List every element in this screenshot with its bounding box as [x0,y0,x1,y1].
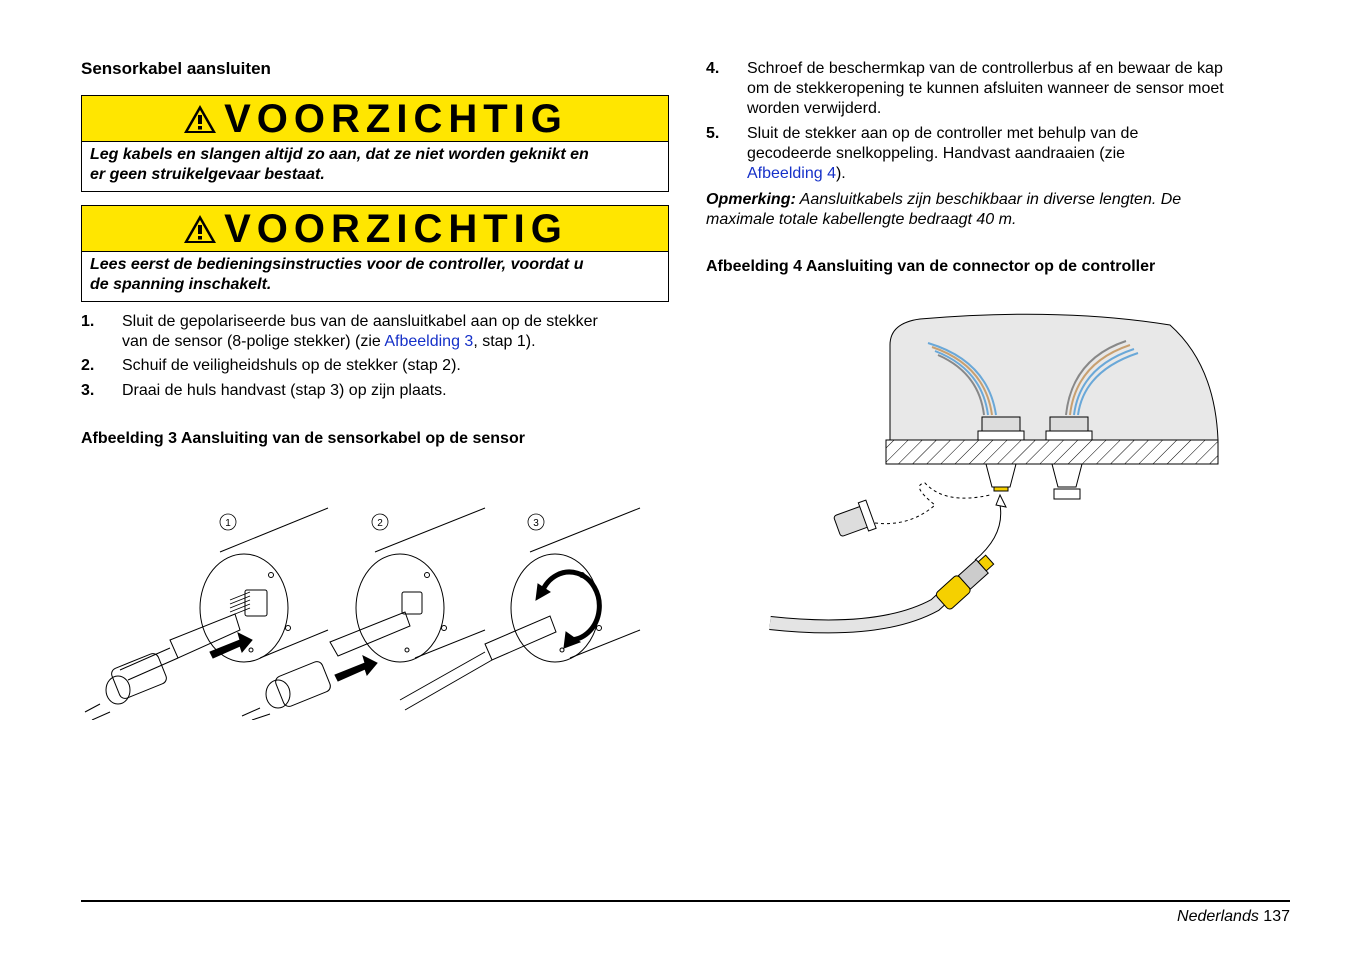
step-text: worden verwijderd. [747,100,882,117]
caution-box-1 [81,95,669,192]
note-text: Aansluitkabels zijn beschikbaar in diverse lengten. De [795,191,1182,208]
footer-rule [81,900,1290,902]
note-label: Opmerking: [706,191,796,208]
caution-text-line: de spanning inschakelt. [90,276,272,293]
caution-text [82,252,668,301]
callout-1 [220,514,236,530]
protective-cap [832,500,876,541]
sensor-body-2 [242,508,485,720]
figure-4-illustration [760,305,1230,645]
yellow-connector [935,551,997,610]
step-text: Schuif de veiligheidshuls op de stekker (stap 2). [122,357,461,374]
caution-text [82,142,668,191]
step-text-part: , stap 1). [473,333,536,350]
figure-4-caption: Afbeelding 4 Aansluiting van de connector op de controller [706,258,1156,275]
step-text: gecodeerde snelkoppeling. Handvast aandraaien (zie [747,145,1126,162]
step-number: 3. [81,382,95,399]
caution-title: VOORZICHTIG [224,96,568,141]
step-number: 1. [81,313,95,330]
page-number: 137 [1263,908,1290,925]
note-text: maximale totale kabellengte bedraagt 40 m. [706,211,1017,228]
figure-4-link[interactable]: Afbeelding 4 [747,165,836,182]
caution-title: VOORZICHTIG [224,206,568,251]
figure-3-illustration [80,480,680,720]
step-text: Draai de huls handvast (stap 3) op zijn plaats. [122,382,447,399]
step-text-part: van de sensor (8-polige stekker) (zie [122,333,385,350]
section-heading: Sensorkabel aansluiten [81,59,271,78]
step-text: Schroef de beschermkap van de controllerbus af en bewaar de kap [747,60,1223,77]
figure-3-caption: Afbeelding 3 Aansluiting van de sensorkabel op de sensor [81,430,525,447]
step-1 [81,312,671,352]
caution-text-line: er geen struikelgevaar bestaat. [90,166,325,183]
caution-box-2 [81,205,669,302]
callout-number: 2 [377,518,383,529]
step-5 [706,124,1296,184]
step-text: om de stekkeropening te kunnen afsluiten wanneer de sensor moet [747,80,1224,97]
callout-number: 1 [225,518,231,529]
step-text: Sluit de gepolariseerde bus van de aansluitkabel aan op de stekker [122,313,598,330]
step-text: Sluit de stekker aan op de controller met behulp van de [747,125,1139,142]
page-footer [1177,908,1290,926]
callout-number: 3 [533,518,539,529]
warning-triangle-icon [182,213,218,245]
figure-3-link[interactable]: Afbeelding 3 [384,333,474,350]
caution-header [82,206,668,252]
sensor-body-1 [85,508,328,720]
step-4 [706,59,1296,119]
callout-3 [528,514,544,530]
caution-header [82,96,668,142]
controller-wall [886,440,1218,464]
callout-2 [372,514,388,530]
footer-language: Nederlands [1177,908,1259,925]
note [706,190,1181,230]
step-text [747,164,1138,184]
step-number: 4. [706,60,720,77]
sensor-body-3 [400,508,640,710]
step-number: 5. [706,125,720,142]
step-text-part: ). [835,165,846,182]
step-number: 2. [81,357,95,374]
caution-text-line: Lees eerst de bedieningsinstructies voor de controller, voordat u [90,256,584,273]
warning-triangle-icon [182,103,218,135]
step-2 [81,356,461,376]
caution-text-line: Leg kabels en slangen altijd zo aan, dat ze niet worden geknikt en [90,146,589,163]
step-text [122,332,598,352]
step-3 [81,381,447,401]
